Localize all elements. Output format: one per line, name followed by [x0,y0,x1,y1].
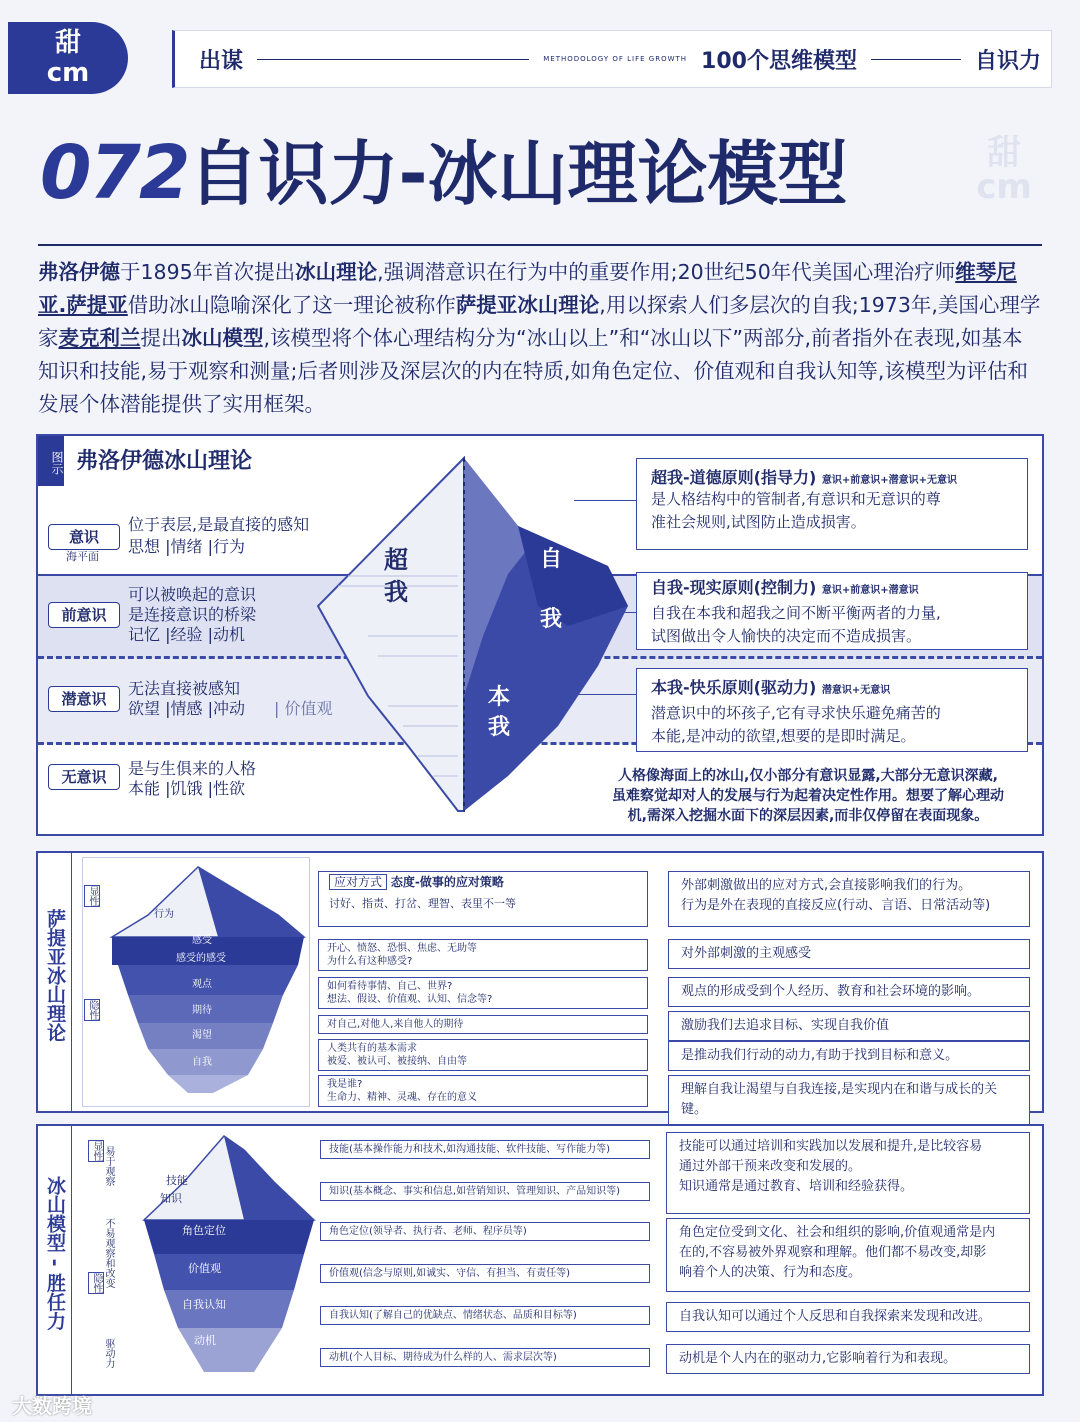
id-text-1: 潜意识中的坏孩子,它有寻求快乐避免痛苦的 [651,704,941,722]
mcc-mid-6: 动机(个人目标、期待成为什么样的人、需求层次等) [320,1348,650,1367]
watermark-bottom: cm [976,167,1032,207]
id-heading [651,675,1013,698]
superego-box [636,458,1028,550]
title-number: 072 [40,130,189,216]
right-6-line-1: 理解自我让渴望与自我连接,是实现内在和谐与成长的关键。 [681,1082,998,1117]
intro-freud: 弗洛伊德 [38,260,120,284]
layer-values: 价值观 [188,1262,221,1275]
summary-line-2: 虽难察觉却对人的发展与行为起着决定性作用。想要了解心理动 [612,788,1004,804]
intro-text: ,该模型将个体心理结构分为“冰山以上”和“冰山以下”两部分,前者指外在表现,如基本知识和技能,易于观察和测量;后者则涉及深层次的内在特质,如角色定位、价值观和自我认知等,该模型为评估和发展个体潜能提供了实用框架。 [38,326,1028,416]
id-label-1: 本 [488,685,511,710]
top-bar [172,30,1052,88]
intro-satir-theory: 萨提亚冰山理论 [455,293,600,317]
mid-6-line-2: 生命力、精神、灵魂、存在的意义 [327,1092,477,1103]
intro-text: 借助冰山隐喻深化了这一理论被称作 [127,293,456,317]
hidden-tag: 隐性 [88,1272,104,1294]
mcc-right-2-line-2: 在的,不容易被外界观察和理解。他们都不易改变,却影 [679,1245,987,1260]
right-1-line-1: 外部刺激做出的应对方式,会直接影响我们的行为。 [681,878,972,893]
mid-5-line-2: 被爱、被认可、被接纳、自由等 [327,1056,467,1067]
satir-right-5 [668,1041,1030,1071]
right-3-line-1: 观点的形成受到个人经历、教育和社会环境的影响。 [681,984,981,999]
satir-section [36,851,1044,1117]
level-unconscious: 无意识 [48,764,120,790]
level-conscious: 意识 [48,524,120,550]
connector [526,694,636,695]
conscious-desc-2: 思想 |情绪 |行为 [128,537,245,556]
right-2-line-1: 对外部刺激的主观感受 [681,946,812,961]
id-text-2: 本能,是冲动的欲望,想要的是即时满足。 [651,727,916,745]
layer-motive: 动机 [194,1334,216,1347]
series-label: 100个思维模型 [701,48,857,74]
preconscious-desc-3: 记忆 |经验 |动机 [128,625,245,644]
mcc-right-1-line-1: 技能可以通过培训和实践加以发展和提升,是比较容易 [679,1139,983,1154]
preconscious-desc-1: 可以被唤起的意识 [128,585,257,604]
right-4-line-1: 激励我们去追求目标、实现自我价值 [681,1018,890,1033]
mid-3-line-1: 如何看待事情、自己、世界? [327,981,453,992]
freud-title: 弗洛伊德冰山理论 [76,449,253,474]
mid-2-line-1: 开心、愤怒、恐惧、焦虑、无助等 [327,943,477,954]
freud-section [36,434,1044,836]
right-1-line-2: 行为是外在表现的直接反应(行动、言语、日常活动等) [681,898,991,913]
conscious-desc-1: 位于表层,是最直接的感知 [128,515,310,534]
satir-right-4 [668,1011,1030,1041]
layer-self-awareness: 自我认知 [182,1298,226,1311]
title-rule [38,244,1042,246]
watermark-logo [968,133,1040,208]
diagram-tag: 图示 [38,436,64,486]
page-title [40,118,848,219]
level-preconscious: 前意识 [48,602,120,628]
right-5-line-1: 是推动我们行动的动力,有助于找到目标和意义。 [681,1048,959,1063]
satir-right-3 [668,977,1030,1007]
satir-mid-3 [318,977,648,1009]
ego-box [636,572,1028,650]
satir-mid-4 [318,1015,648,1034]
layer-skill: 技能 [166,1174,188,1187]
mcc-right-1-line-2: 通过外部干预来改变和发展的。 [679,1159,862,1174]
subconscious-desc-1: 无法直接被感知 [128,679,241,698]
intro-mcclelland: 麦克利兰 [58,326,141,350]
logo-bottom: cm [46,58,90,88]
mcc-right-1 [666,1132,1030,1214]
hidden-tag: 隐性 [84,999,100,1021]
divider [257,59,529,60]
intro-iceberg-model: 冰山模型 [181,326,264,350]
tagline: METHODOLOGY OF LIFE GROWTH [543,55,688,63]
ego-text-1: 自我在本我和超我之间不断平衡两者的力量, [651,604,941,622]
id-tags: 潜意识+无意识 [821,685,891,696]
sea-level-label: 海平面 [66,550,99,563]
coping-label: 应对方式 [329,874,387,890]
superego-label-2: 我 [384,578,408,606]
mid-4-line-1: 对自己,对他人,来自他人的期待 [327,1019,464,1030]
mcc-right-2-line-3: 响着个人的决策、行为和态度。 [679,1265,862,1280]
brand-label: 出谋 [199,48,244,74]
hard-observe-note: 不易观察和改变 [103,1218,114,1288]
ego-title: 自我-现实原则(控制力) [651,578,817,597]
ego-heading [651,575,1013,598]
logo-top: 甜 [54,28,81,58]
visible-tag: 显性 [88,1140,104,1162]
satir-mid-5 [318,1039,648,1071]
satir-mid-6 [318,1075,648,1107]
coping-styles: 讨好、指责、打岔、理智、表里不一等 [329,897,516,910]
mid-2-line-2: 为什么有这种感受? [327,956,413,967]
mcc-right-4-line-1: 动机是个人内在的驱动力,它影响着行为和表现。 [679,1351,957,1366]
summary-line-1: 人格像海面上的冰山,仅小部分有意识显露,大部分无意识深藏, [618,768,998,784]
layer-perception: 观点 [192,979,212,990]
subconscious-desc-3: | 价值观 [274,699,333,718]
watermark-top: 甜 [987,133,1021,173]
ego-text-2: 试图做出令人愉快的决定而不造成损害。 [651,627,922,645]
mid-3-line-2: 想法、假设、价值观、认知、信念等? [327,994,493,1005]
intro-text: 于1895年首次提出 [120,260,296,284]
superego-label-1: 超 [384,546,408,574]
subconscious-desc-2: 欲望 |情感 |冲动 [128,699,245,718]
mcc-right-2 [666,1218,1030,1292]
superego-text-1: 是人格结构中的管制者,有意识和无意识的尊 [651,490,941,508]
footer-watermark: 大数跨境 [12,1394,92,1418]
preconscious-desc-2: 是连接意识的桥梁 [128,605,257,624]
ego-label-1: 自 [540,547,563,572]
intro-paragraph [38,256,1042,421]
connector [574,500,636,501]
freud-summary [578,766,1038,826]
intro-text: ,强调潜意识在行为中的重要作用;20世纪50年代美国心理治疗师 [377,260,956,284]
layer-expectation: 期待 [192,1005,212,1016]
logo [8,22,128,94]
level-subconscious: 潜意识 [48,686,120,712]
superego-heading [651,465,1013,488]
mcc-mid-4: 价值观(信念与原则,如诚实、守信、有担当、有责任等) [320,1264,650,1283]
unconscious-desc-1: 是与生俱来的人格 [128,759,257,778]
ego-label-2: 我 [540,607,563,632]
mcc-right-3 [666,1302,1030,1332]
layer-role: 角色定位 [182,1224,226,1237]
category-label: 自识力 [974,48,1041,74]
mcc-iceberg [114,1132,340,1386]
superego-title: 超我-道德原则(指导力) [651,468,817,487]
unconscious-desc-2: 本能 |饥饿 |性欲 [128,779,245,798]
superego-tags: 意识+前意识+潜意识+无意识 [821,475,957,486]
coping-title: 态度-做事的应对策略 [390,875,504,889]
divider [871,59,961,60]
mcc-side-title: 冰山模型 - 胜任力 [44,1176,66,1331]
mcc-mid-5: 自我认知(了解自己的优缺点、情绪状态、品质和目标等) [320,1306,650,1325]
mcc-mid-3: 角色定位(领导者、执行者、老师、程序员等) [320,1222,650,1241]
layer-feeling: 感受 [192,935,212,946]
mid-6-line-1: 我是谁? [327,1079,363,1090]
mcc-right-4 [666,1344,1030,1374]
ego-tags: 意识+前意识+潜意识 [821,585,919,596]
mcc-right-2-line-1: 角色定位受到文化、社会和组织的影响,价值观通常是内 [679,1225,996,1240]
visible-tag: 显性 [84,885,100,907]
easy-observe-note: 易于观察 [103,1146,114,1186]
satir-right-1 [668,871,1030,927]
intro-text: ,用以探索人们多层次的自我;1973年,美国心理学家 [38,293,1041,350]
satir-mid-2 [318,939,648,971]
driver-note: 驱动力 [103,1338,114,1368]
summary-line-3: 机,需深入挖掘水面下的深层因素,而非仅停留在表面现象。 [627,808,989,824]
mcc-right-3-line-1: 自我认知可以通过个人反思和自我探索来发现和改进。 [679,1309,992,1324]
layer-behavior: 行为 [154,909,174,920]
mcc-mid-1: 技能(基本操作能力和技术,如沟通技能、软件技能、写作能力等) [320,1140,650,1159]
title-text: 自识力-冰山理论模型 [188,133,848,215]
layer-self: 自我 [192,1057,212,1068]
intro-iceberg: 冰山理论 [295,260,378,284]
intro-text: 提出 [140,326,182,350]
id-box [636,668,1028,752]
mcclelland-section [36,1124,1044,1396]
connector [618,612,636,613]
id-label-2: 我 [488,715,511,740]
layer-feeling-of-feeling: 感受的感受 [176,953,226,964]
mid-5-line-1: 人类共有的基本需求 [327,1043,417,1054]
intro-satir: 维琴尼亚.萨提亚 [38,260,1017,317]
layer-knowledge: 知识 [160,1192,182,1205]
satir-mid-1 [318,871,648,927]
id-title: 本我-快乐原则(驱动力) [651,678,817,697]
superego-text-2: 准社会规则,试图防止造成损害。 [651,513,866,531]
mcc-right-1-line-3: 知识通常是通过教育、培训和经验获得。 [679,1179,914,1194]
layer-yearning: 渴望 [192,1030,212,1041]
satir-right-6 [668,1075,1030,1125]
satir-side-title: 萨提亚冰山理论 [44,909,66,1042]
mcc-mid-2: 知识(基本概念、事实和信息,如营销知识、管理知识、产品知识等) [320,1182,650,1201]
satir-right-2 [668,939,1030,969]
